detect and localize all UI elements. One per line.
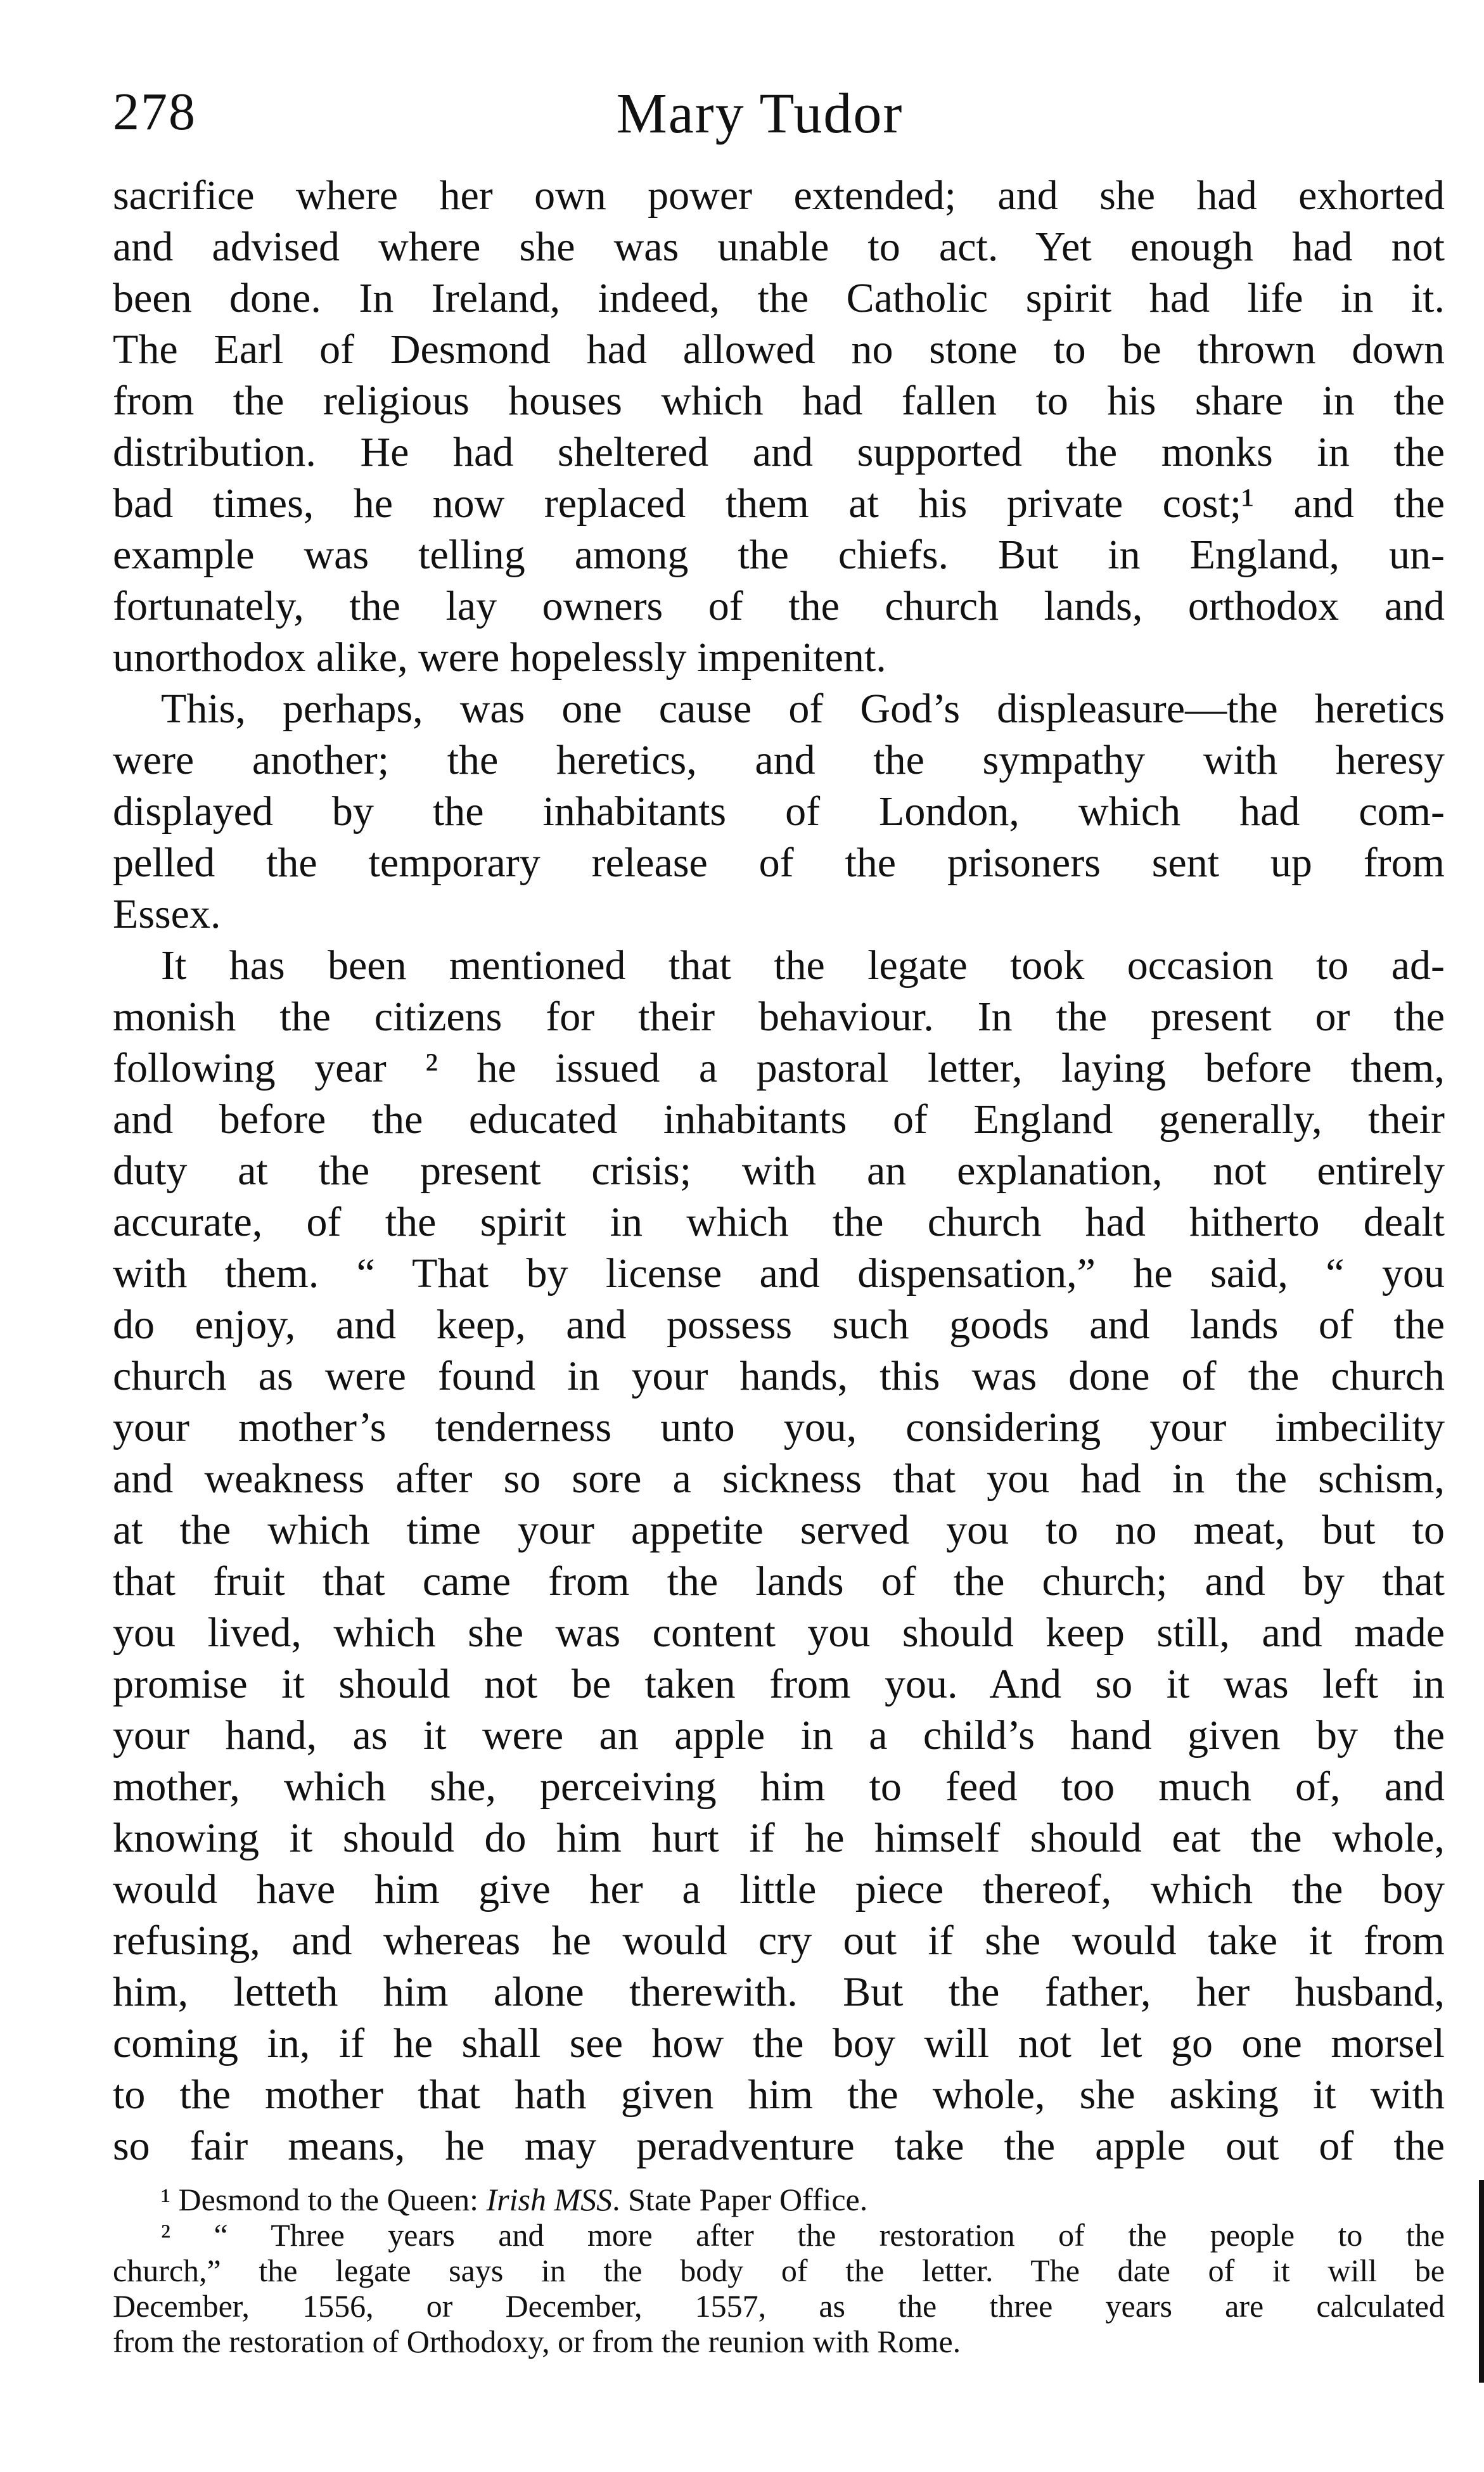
page-number: 278 [113,82,196,141]
text-line: It has been mentioned that the legate took occasion to ad- [161,942,1445,989]
text-line: coming in, if he shall see how the boy will not let go one morsel [113,2020,1445,2066]
text-line: This, perhaps, was one cause of God’s displeasure—the heretics [161,686,1445,732]
text-line: Essex. [113,891,221,937]
text-line: your mother’s tenderness unto you, considering your imbecility [113,1404,1445,1451]
text-line: mother, which she, perceiving him to feed too much of, and [113,1764,1445,1810]
text-line: your hand, as it were an apple in a child’s hand given by the [113,1712,1445,1758]
text-line: following year ² he issued a pastoral letter, laying before them, [113,1045,1445,1091]
text-line: were another; the heretics, and the sympathy with heresy [113,737,1445,783]
footnote-1-lead: Desmond to the Queen: [170,2182,487,2217]
text-line: and advised where she was unable to act. Yet enough had not [113,224,1445,270]
text-line: church as were found in your hands, this was done of the church [113,1353,1445,1399]
text-line: that fruit that came from the lands of the church; and by that [113,1558,1445,1604]
text-line: you lived, which she was content you should keep still, and made [113,1610,1445,1656]
margin-bar [1479,2180,1484,2383]
running-title: Mary Tudor [616,82,904,145]
text-line: and before the educated inhabitants of England generally, their [113,1096,1445,1143]
book-page [113,76,1445,2359]
text-line: monish the citizens for their behaviour. In the present or the [113,994,1445,1040]
text-line: fortunately, the lay owners of the church lands, orthodox and [113,583,1445,629]
text-line: so fair means, he may peradventure take the apple out of the [113,2123,1445,2169]
text-line: refusing, and whereas he would cry out if she would take it from [113,1918,1445,1964]
text-line: promise it should not be taken from you. And so it was left in [113,1661,1445,1707]
text-line: from the religious houses which had fallen to his share in the [113,378,1445,424]
text-line: at the which time your appetite served you to no meat, but to [113,1507,1445,1553]
text-line: with them. “ That by license and dispensation,” he said, “ you [113,1250,1445,1297]
text-line: The Earl of Desmond had allowed no stone to be thrown down [113,326,1445,373]
footnote-1-marker: ¹ [161,2182,170,2217]
footnote-1-source: Irish MSS [486,2182,613,2217]
text-line: sacrifice where her own power extended; and she had exhorted [113,172,1445,219]
footnote-2-line: church,” the legate says in the body of the letter. The date of it will be [113,2253,1445,2288]
text-line: do enjoy, and keep, and possess such goods and lands of the [113,1302,1445,1348]
footnote-2-line: ² “ Three years and more after the restoration of the people to the [161,2217,1445,2253]
running-head [113,76,1445,165]
text-line: accurate, of the spirit in which the church had hitherto dealt [113,1199,1445,1245]
footnote-2-line: December, 1556, or December, 1557, as the three years are calculated [113,2288,1445,2324]
text-line: pelled the temporary release of the prisoners sent up from [113,840,1445,886]
text-line: unorthodox alike, were hopelessly impenitent. [113,634,886,681]
footnote-1-tail: . State Paper Office. [612,2182,868,2217]
text-line: displayed by the inhabitants of London, which had com- [113,788,1445,835]
text-line: would have him give her a little piece thereof, which the boy [113,1866,1445,1912]
text-line: knowing it should do him hurt if he himself should eat the whole, [113,1815,1445,1861]
footnote-2-line: from the restoration of Orthodoxy, or from the reunion with Rome. [113,2324,961,2359]
text-line: duty at the present crisis; with an explanation, not entirely [113,1148,1445,1194]
text-line: example was telling among the chiefs. But in England, un- [113,532,1445,578]
text-line: him, letteth him alone therewith. But the father, her husband, [113,1969,1445,2015]
text-line: and weakness after so sore a sickness that you had in the schism, [113,1456,1445,1502]
footnote-2 [113,2217,1445,2359]
text-line: distribution. He had sheltered and supported the monks in the [113,429,1445,475]
text-line: bad times, he now replaced them at his private cost;¹ and the [113,480,1445,527]
body-text [113,170,1445,2172]
text-line: to the mother that hath given him the whole, she asking it with [113,2072,1445,2118]
text-line: been done. In Ireland, indeed, the Catholic spirit had life in it. [113,275,1445,321]
footnote-1 [113,2182,1445,2217]
footnotes [113,2182,1445,2359]
